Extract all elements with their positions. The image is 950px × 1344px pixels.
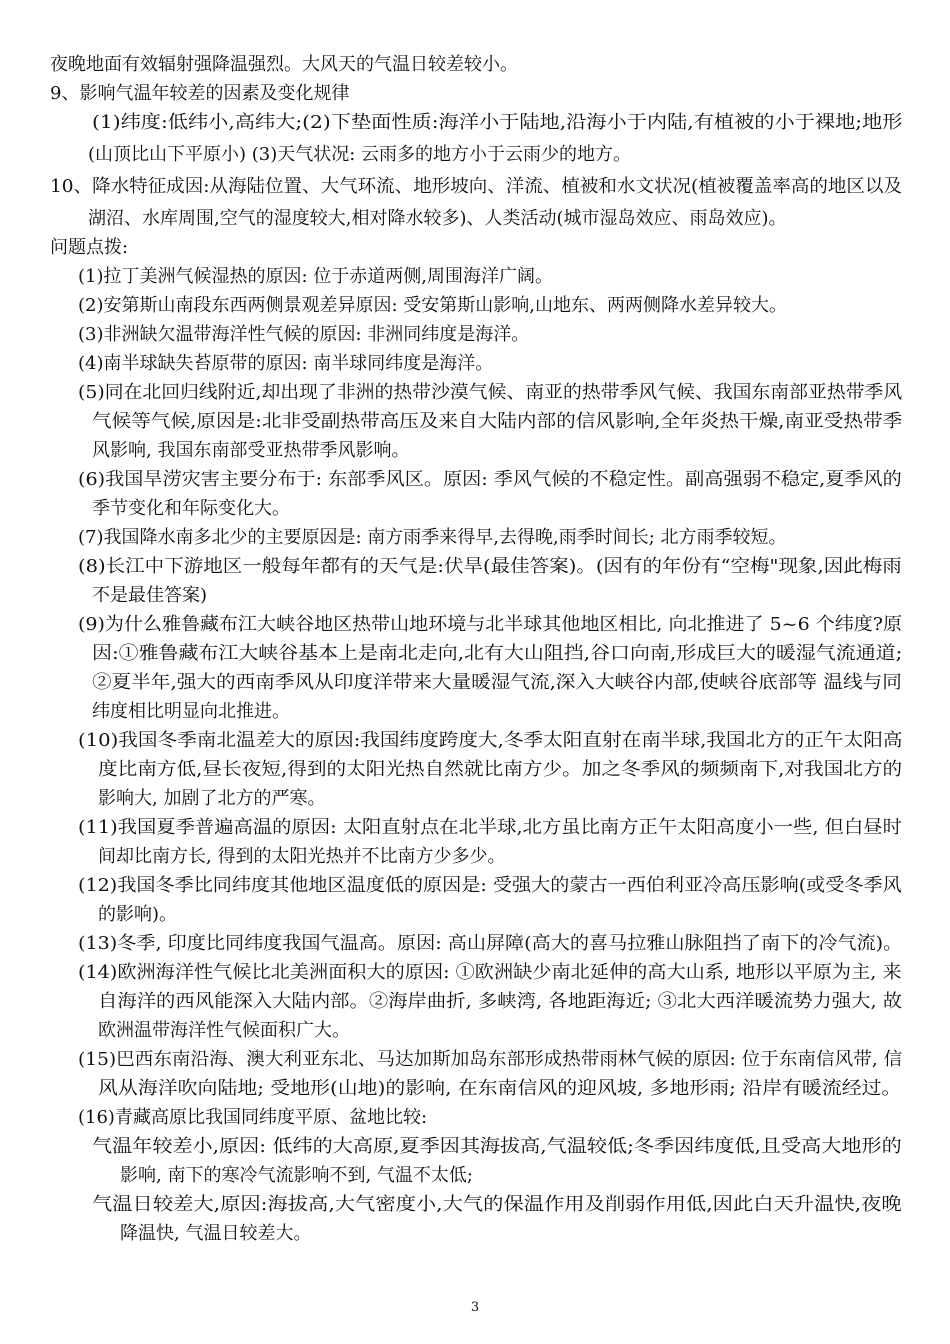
section-heading-problems: 问题点拨: [50, 237, 129, 258]
problem-10-line-3: 影响大, 加剧了北方的严寒。 [98, 788, 326, 809]
problem-9-line-4: 纬度相比明显向北推进。 [92, 701, 290, 722]
problem-10-line-1: (10)我国冬季南北温差大的原因:我国纬度跨度大,冬季太阳直射在南半球,我国北方的正午太阳高 [78, 730, 903, 751]
problem-4: (4)南半球缺失苔原带的原因: 南半球同纬度是海洋。 [78, 353, 494, 374]
problem-12-line-1: (12)我国冬季比同纬度其他地区温度低的原因是: 受强大的蒙古一西伯利亚冷高压影响(或受冬季风 [78, 875, 902, 896]
problem-1: (1)拉丁美洲气候湿热的原因: 位于赤道两侧,周围海洋广阔。 [78, 266, 554, 287]
problem-16-daily-range-line-1: 气温日较差大,原因:海拔高,大气密度小,大气的保温作用及削弱作用低,因此白天升温快,夜晚 [92, 1194, 902, 1215]
problem-9-line-3: ②夏半年,强大的西南季风从印度洋带来大量暖湿气流,深入大峡谷内部,使峡谷底部等 温线与同 [92, 672, 902, 693]
problem-10-line-2: 度比南方低,昼长夜短,得到的太阳光热自然就比南方少。加之冬季风的频频南下,对我国北方的 [98, 759, 903, 780]
text-line-9-2: (山顶比山下平原小) (3)天气状况: 云雨多的地方小于云雨少的地方。 [88, 144, 632, 165]
problem-16-annual-range-line-2: 影响, 南下的寒冷气流影响不到, 气温不太低; [120, 1165, 473, 1186]
problem-6-line-1: (6)我国旱涝灾害主要分布于: 东部季风区。原因: 季风气候的不稳定性。副高强弱不稳定,夏季风的 [78, 469, 902, 490]
problem-16-daily-range-line-2: 降温快, 气温日较差大。 [120, 1223, 312, 1244]
problem-8-line-1: (8)长江中下游地区一般每年都有的天气是:伏旱(最佳答案)。(因有的年份有“空梅"现象,因此梅雨 [78, 556, 902, 577]
text-line-continuation: 夜晚地面有效辐射强降温强烈。大风天的气温日较差较小。 [50, 54, 518, 75]
problem-3: (3)非洲缺欠温带海洋性气候的原因: 非洲同纬度是海洋。 [78, 324, 530, 345]
problem-5-line-2: 气候等气候,原因是:北非受副热带高压及来自大陆内部的信风影响,全年炎热干燥,南亚受热带季 [92, 411, 903, 432]
problem-2: (2)安第斯山南段东西两侧景观差异原因: 受安第斯山影响,山地东、两两侧降水差异较大。 [78, 295, 788, 316]
problem-15-line-1: (15)巴西东南沿海、澳大利亚东北、马达加斯加岛东部形成热带雨林气候的原因: 位于东南信风带, 信 [78, 1049, 903, 1070]
problem-14-line-3: 欧洲温带海洋性气候面积广大。 [98, 1020, 350, 1041]
heading-item-10: 10、降水特征成因:从海陆位置、大气环流、地形坡向、洋流、植被和水文状况(植被覆盖率高的地区以及 [50, 176, 902, 197]
problem-12-line-2: 的影响)。 [98, 904, 178, 925]
heading-item-9: 9、影响气温年较差的因素及变化规律 [50, 83, 350, 104]
problem-14-line-2: 自海洋的西风能深入大陆内部。②海岸曲折, 多峡湾, 各地距海近; ③北大西洋暖流势力强大, 故 [98, 991, 903, 1012]
problem-11-line-1: (11)我国夏季普遍高温的原因: 太阳直射点在北半球,北方虽比南方正午太阳高度小一些, 但白昼时 [78, 817, 902, 838]
problem-9-line-2: 因:①雅鲁藏布江大峡谷基本上是南北走向,北有大山阻挡,谷口向南,形成巨大的暖湿气流通道; [92, 643, 903, 664]
problem-15-line-2: 风从海洋吹向陆地; 受地形(山地)的影响, 在东南信风的迎风坡, 多地形雨; 沿岸有暖流经过。 [98, 1078, 902, 1099]
problem-6-line-2: 季节变化和年际变化大。 [92, 498, 290, 519]
problem-16-heading: (16)青藏高原比我国同纬度平原、盆地比较: [78, 1107, 428, 1128]
text-line-10-2: 湖沼、水库周围,空气的湿度较大,相对降水较多)、人类活动(城市湿岛效应、雨岛效应)。 [88, 208, 787, 229]
problem-8-line-2: 不是最佳答案) [92, 585, 208, 606]
problem-7: (7)我国降水南多北少的主要原因是: 南方雨季来得早,去得晚,雨季时间长; 北方雨季较短。 [78, 527, 787, 548]
problem-5-line-1: (5)同在北回归线附近,却出现了非洲的热带沙漠气候、南亚的热带季风气候、我国东南部亚热带季风 [78, 382, 903, 403]
problem-13: (13)冬季, 印度比同纬度我国气温高。原因: 高山屏障(高大的喜马拉雅山脉阻挡了南下的冷气流)。 [78, 933, 903, 954]
problem-11-line-2: 间却比南方长, 得到的太阳光热并不比南方少多少。 [98, 846, 506, 867]
problem-16-annual-range-line-1: 气温年较差小,原因: 低纬的大高原,夏季因其海拔高,气温较低;冬季因纬度低,且受高大地形的 [92, 1136, 902, 1157]
problem-14-line-1: (14)欧洲海洋性气候比北美洲面积大的原因: ①欧洲缺少南北延伸的高大山系, 地形以平原为主, 来 [78, 962, 902, 983]
page-number: 3 [470, 1300, 480, 1315]
problem-5-line-3: 风影响, 我国东南部受亚热带季风影响。 [92, 440, 410, 461]
text-line-9-1: (1)纬度:低纬小,高纬大;(2)下垫面性质:海洋小于陆地,沿海小于内陆,有植被的小于裸地;地形 [92, 112, 903, 133]
problem-9-line-1: (9)为什么雅鲁藏布江大峡谷地区热带山地环境与北半球其他地区相比, 向北推进了 5~6 个纬度?原 [78, 614, 903, 635]
